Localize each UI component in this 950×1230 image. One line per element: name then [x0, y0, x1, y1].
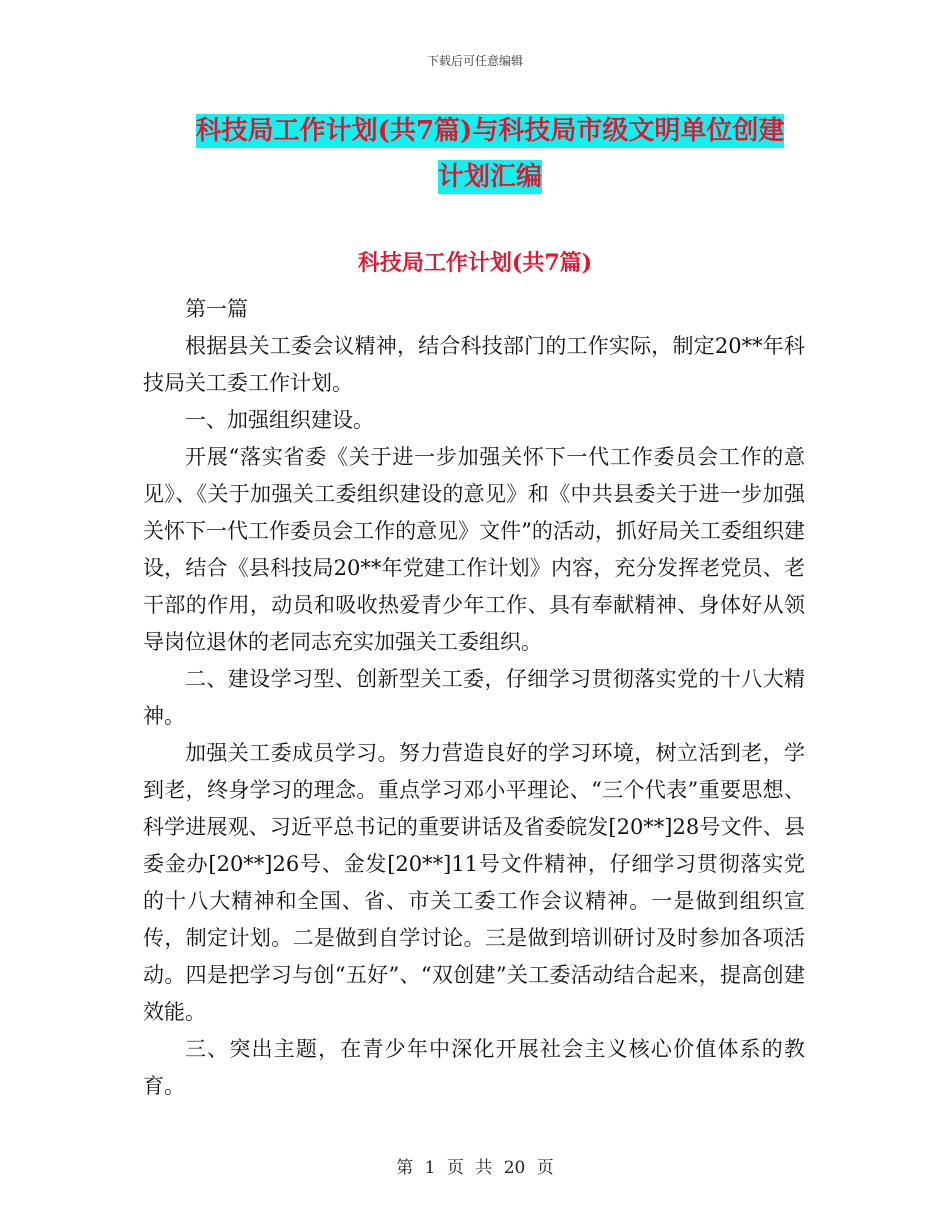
- paragraph: 开展“落实省委《关于进一步加强关怀下一代工作委员会工作的意见》、《关于加强关工委组织建设的意见》和《中共县委关于进一步加强关怀下一代工作委员会工作的意见》文件”的活动，抓好局关工委组织建设，结合《县科技局20**年党建工作计划》内容，充分发挥老党员、老干部的作用，动员和吸收热爱青少年工作、具有奉献精神、身体好从领导岗位退休的老同志充实加强关工委组织。: [143, 445, 805, 654]
- page-number-footer: 第 1 页 共 20 页: [396, 1158, 554, 1178]
- paragraph: 二、建设学习型、创新型关工委，仔细学习贯彻落实党的十八大精神。: [143, 667, 805, 728]
- main-title-line-2: 计划汇编: [437, 162, 542, 192]
- paragraph: 根据县关工委会议精神，结合科技部门的工作实际，制定20**年科技局关工委工作计划。: [143, 334, 805, 395]
- paragraph: 加强关工委成员学习。努力营造良好的学习环境，树立活到老，学到老，终身学习的理念。重点学习邓小平理论、“三个代表”重要思想、科学进展观、习近平总书记的重要讲话及省委皖发[20**]28号文件、县委金办[20**]26号、金发[20**]11号文件精神，仔细学习贯彻落实党的十八大精神和全国、省、市关工委工作会议精神。一是做到组织宣传，制定计划。二是做到自学讨论。三是做到培训研讨及时参加各项活动。四是把学习与创“五好”、“双创建”关工委活动结合起来，提高创建效能。: [143, 741, 805, 1024]
- main-title: [140, 108, 840, 200]
- paragraph: 三、突出主题，在青少年中深化开展社会主义核心价值体系的教育。: [143, 1037, 805, 1098]
- section-title: 科技局工作计划(共7篇): [357, 250, 593, 276]
- main-title-line-1: 科技局工作计划(共7篇)与科技局市级文明单位创建: [195, 116, 785, 146]
- header-note: 下载后可任意编辑: [426, 54, 523, 68]
- body-text: [143, 291, 805, 1105]
- paragraph: 一、加强组织建设。: [185, 408, 374, 432]
- paragraph: 第一篇: [185, 297, 248, 321]
